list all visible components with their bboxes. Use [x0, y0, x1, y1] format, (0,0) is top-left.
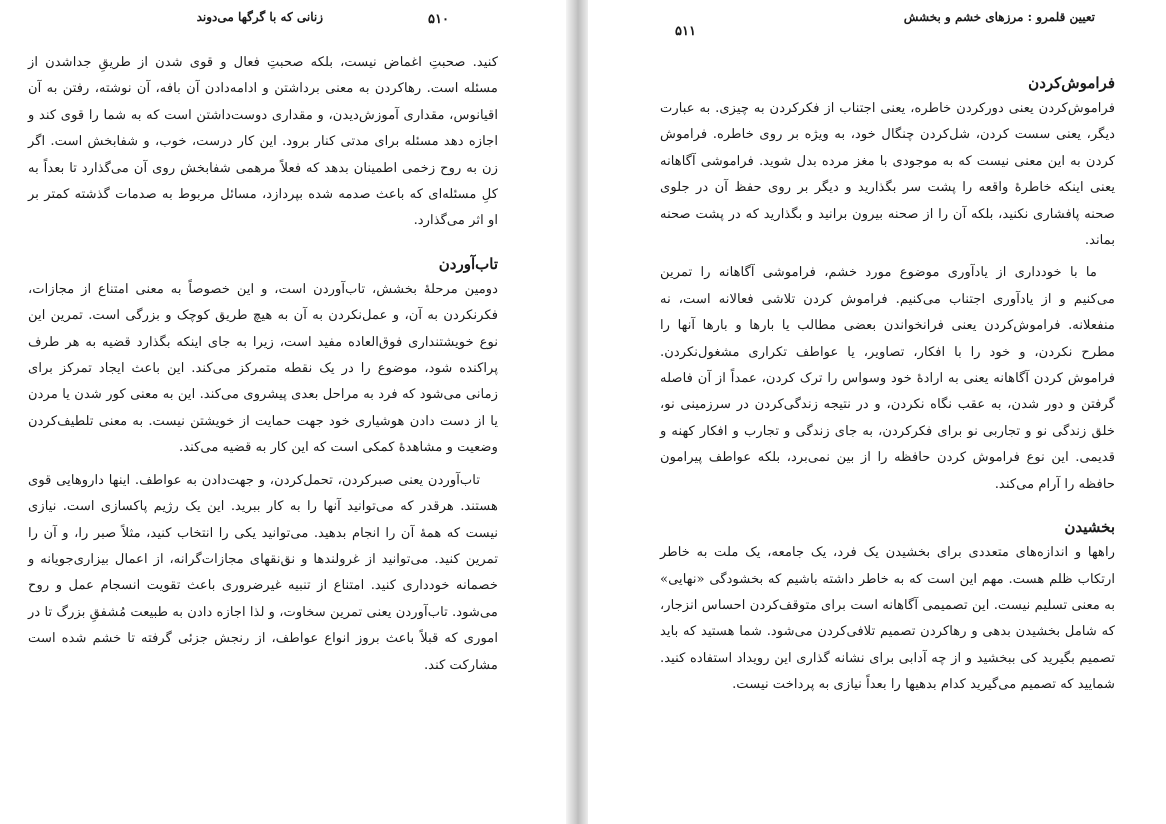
right-running-title: تعیین قلمرو : مرزهای خشم و بخشش [903, 10, 1095, 24]
section-title-endure: تاب‌آوردن [438, 254, 498, 273]
right-page-body [660, 70, 1115, 699]
endure-paragraph-2: تاب‌آوردن یعنی صبرکردن، تحمل‌کردن، و جهت‌دادن به عواطف. اینها داروهایی قوی هستند. هرقدر که می‌توانید آنها را به کار ببرید. این یک رژیم پاکسازی است. نیازی نیست که همهٔ آن را انجام بدهید. می‌توانید یکی را انتخاب کنید، مثلاً صبر را، و آن را تمرین کنید. می‌توانید از غرولندها و نق‌نقهای مجازات‌گرانه، از اعمال بیزاری‌جویانه و خصمانه خودداری کنید. امتناع از تنبیه غیرضروری باعث تقویت انسجام عمل و روح می‌شود. تاب‌آوردن یعنی تمرین سخاوت، و لذا اجازه دادن به طبیعت مُشفقِ بزرگ تا در اموری که قبلاً باعث بروز انواع عواطف، از رنجش جزئی گرفته تا خشم شده است مشارکت کند. [28, 472, 498, 673]
left-paragraph-1: کنید. صحبتِ اغماض نیست، بلکه صحبتِ فعال و قوی شدن از طریقِ جداشدن از مسئله است. رهاکردن به معنی برداشتن و ادامه‌دادن آن بافه، آن نوشته، رفتن به آن اقیانوس، مقداری آموزش‌دیدن، و مقداری دوست‌داشتن است که به شما را قوی کند و اجازه دهد مسئله برای مدتی کنار برود. این کار درست، خوب، و شفابخش است. اگر زن به روح زخمی اطمینان بدهد که فعلاً مرهمی شفابخش روی آن می‌گذارد تا بعداً به کلِ مسئله‌ای که باعث صدمه شده بپردازد، مسائل مربوط به صدمات گذشته کمتر بر او اثر می‌گذارد. [28, 55, 498, 229]
forget-paragraph-2: ما با خودداری از یادآوری موضوع مورد خشم، فراموشی آگاهانه را تمرین می‌کنیم و از یادآوری اجتناب می‌کنیم. فراموش کردن تلاشی فعالانه است، نه منفعلانه. فراموش‌کردن یعنی فرانخواندن بعضی مطالب یا بارها و بارها آنها را مطرح نکردن، و خود را با افکار، تصاویر، یا عواطف تکراری مشغول‌نکردن. فراموش کردن آگاهانه یعنی به ارادهٔ خود وسواس را ترک کردن، عمداً از آن فاصله گرفتن و دور شدن، به عقب نگاه نکردن، و در نتیجه زندگی‌کردن در سرزمینی نو، خلق زندگی نو و تجاربی نو برای فکرکردن، به جای زندگی و تجارب و افکار کهنه و قدیمی. این نوع فراموش کردن حافظه را از بین نمی‌برد، بلکه عواطف پیرامون حافظه را آرام می‌کند. [660, 265, 1115, 492]
left-page-body [28, 50, 498, 679]
section-title-forgive: بخشیدن [1064, 518, 1115, 537]
forget-paragraph-1: فراموش‌کردن یعنی دورکردن خاطره، یعنی اجتناب از فکرکردن به چیزی. به عبارت دیگر، یعنی سست کردن، شل‌کردن چنگال خود، به ویژه بر روی خاطره. فراموش کردن به این معنی نیست که به موجودی با مغز مرده بدل شوید. فراموشی آگاهانه یعنی اینکه خاطرهٔ واقعه را پشت سر بگذارید و دیگر بر روی حفظ آن در جلوی صحنه پافشاری نکنید، بلکه آن را از صحنه بیرون برانید و بگذارید که در پشت صحنه بماند. [660, 101, 1115, 249]
section-title-forget: فراموش‌کردن [1028, 74, 1115, 92]
forgive-paragraph-1: راهها و اندازه‌های متعددی برای بخشیدن یک فرد، یک جامعه، یک ملت به خاطر ارتکاب ظلم هست. مهم این است که به خاطر داشته باشیم که بخشودگی «نهایی» به معنی تسلیم نیست. این تصمیمی آگاهانه است برای متوقف‌کردن احساس انزجار، که شامل بخشیدن بدهی و رهاکردن تصمیم تلافی‌کردن می‌شود. شما هستید که باید تصمیم بگیرید کی ببخشید و از چه آدابی برای نشانه گذاری این رویداد استفاده کنید. شمایید که تصمیم می‌گیرید کدام بدهیها را بعداً نیازی به پرداخت نیست. [660, 545, 1115, 693]
endure-paragraph-1: دومین مرحلهٔ بخشش، تاب‌آوردن است، و این خصوصاً به معنی امتناع از مجازات، فکرنکردن به آن، و عمل‌نکردن به آن به هیچ طریق کوچک و بزرگی است. تمرین این نوع خویشتنداری فوق‌العاده مفید است، زیرا به جای اینکه بگذارد قضیه به هر طرف پراکنده شود، موضوع را در یک نقطه متمرکز می‌کند. این باعث ایجاد تمرکز برای زمانی می‌شود که فرد به مراحل بعدی پیشروی می‌کند. این به معنی کور شدن یا مردن یا از دست دادن هوشیاری خود جهت حمایت از خویشتن نیست. به معنی تلطیف‌کردن وضعیت و مشاهدهٔ کمکی است که این کار به قضیه می‌کند. [28, 281, 498, 456]
right-page [660, 0, 1115, 824]
right-page-number: ۵۱۱ [675, 24, 696, 39]
left-running-title: زنانی که با گرگها می‌دوند [196, 10, 323, 24]
book-gutter [566, 0, 588, 824]
right-running-head [660, 10, 1115, 39]
left-running-head [28, 10, 498, 32]
left-page [28, 0, 498, 824]
left-page-number: ۵۱۰ [428, 12, 449, 27]
